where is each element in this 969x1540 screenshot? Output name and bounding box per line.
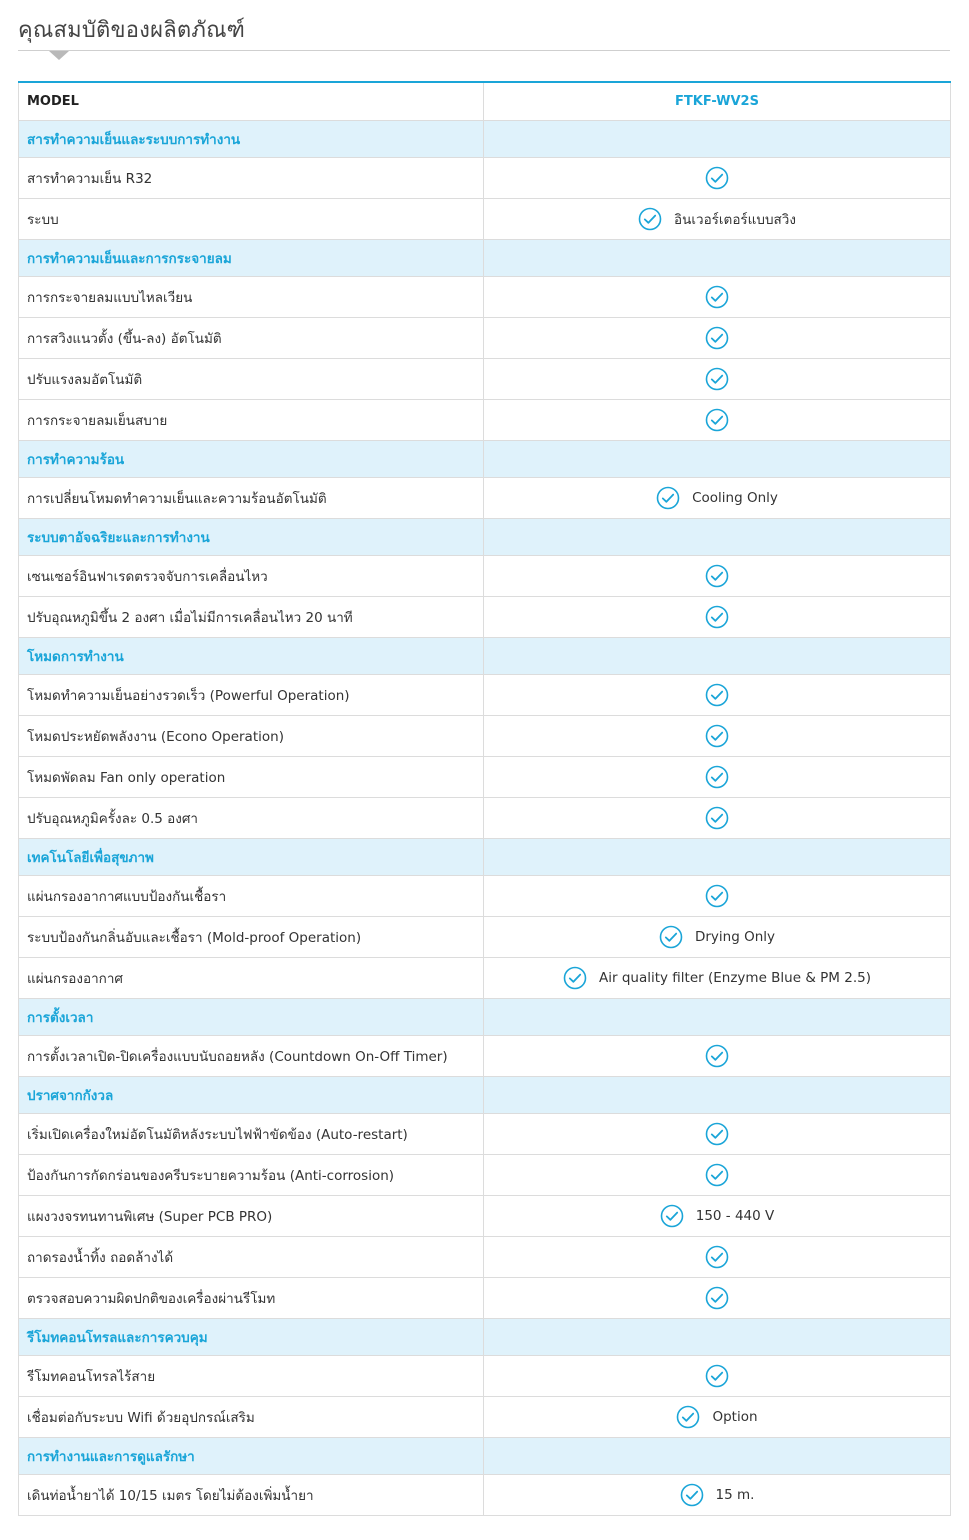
table-row <box>19 958 951 999</box>
check-circle-icon <box>705 367 729 391</box>
check-circle-icon <box>680 1483 704 1507</box>
feature-label: ระบบป้องกันกลิ่นอับและเชื้อรา (Mold-proof Operation) <box>19 917 484 958</box>
feature-label: การกระจายลมเย็นสบาย <box>19 400 484 441</box>
feature-value-cell <box>484 876 951 917</box>
feature-label: การเปลี่ยนโหมดทำความเย็นและความร้อนอัตโนมัติ <box>19 478 484 519</box>
table-row <box>19 917 951 958</box>
check-circle-icon <box>705 724 729 748</box>
feature-value-cell <box>484 1114 951 1155</box>
feature-value-cell <box>484 199 951 240</box>
table-row <box>19 277 951 318</box>
feature-label: การสวิงแนวตั้ง (ขึ้น-ลง) อัตโนมัติ <box>19 318 484 359</box>
feature-value-cell <box>484 478 951 519</box>
section-title: เทคโนโลยีเพื่อสุขภาพ <box>19 839 484 876</box>
feature-value-cell <box>484 798 951 839</box>
feature-label: โหมดประหยัดพลังงาน (Econo Operation) <box>19 716 484 757</box>
table-row <box>19 1114 951 1155</box>
feature-label: เชื่อมต่อกับระบบ Wifi ด้วยอุปกรณ์เสริม <box>19 1397 484 1438</box>
table-row <box>19 400 951 441</box>
feature-label: ป้องกันการกัดกร่อนของครีบระบายความร้อน (Anti-corrosion) <box>19 1155 484 1196</box>
table-row <box>19 478 951 519</box>
check-circle-icon <box>659 925 683 949</box>
check-circle-icon <box>705 285 729 309</box>
feature-value: Cooling Only <box>692 490 778 506</box>
section-header-row <box>19 839 951 876</box>
feature-value-cell <box>484 1278 951 1319</box>
check-circle-icon <box>705 1163 729 1187</box>
table-row <box>19 1397 951 1438</box>
section-title: การตั้งเวลา <box>19 999 484 1036</box>
feature-value-cell <box>484 597 951 638</box>
model-name: FTKF-WV2S <box>484 82 951 121</box>
table-row <box>19 1155 951 1196</box>
section-header-row <box>19 121 951 158</box>
table-row <box>19 1475 951 1516</box>
check-circle-icon <box>705 806 729 830</box>
feature-value-cell <box>484 1397 951 1438</box>
feature-label: โหมดทำความเย็นอย่างรวดเร็ว (Powerful Operation) <box>19 675 484 716</box>
section-title: สารทำความเย็นและระบบการทำงาน <box>19 121 484 158</box>
feature-value-cell <box>484 556 951 597</box>
check-circle-icon <box>705 765 729 789</box>
table-row <box>19 597 951 638</box>
feature-label: แผ่นกรองอากาศ <box>19 958 484 999</box>
title-divider <box>18 50 950 51</box>
table-row <box>19 675 951 716</box>
check-circle-icon <box>705 166 729 190</box>
section-spacer <box>484 1319 951 1356</box>
feature-value-cell <box>484 917 951 958</box>
feature-value-cell <box>484 318 951 359</box>
feature-label: รีโมทคอนโทรลไร้สาย <box>19 1356 484 1397</box>
feature-value-cell <box>484 1155 951 1196</box>
table-row <box>19 359 951 400</box>
table-row <box>19 1278 951 1319</box>
feature-label: ถาดรองน้ำทิ้ง ถอดล้างได้ <box>19 1237 484 1278</box>
check-circle-icon <box>705 1364 729 1388</box>
feature-value-cell <box>484 359 951 400</box>
feature-value: Air quality filter (Enzyme Blue & PM 2.5) <box>599 970 871 986</box>
feature-value-cell <box>484 1475 951 1516</box>
check-circle-icon <box>705 326 729 350</box>
table-row <box>19 1036 951 1077</box>
feature-label: ตรวจสอบความผิดปกติของเครื่องผ่านรีโมท <box>19 1278 484 1319</box>
feature-label: แผ่นกรองอากาศแบบป้องกันเชื้อรา <box>19 876 484 917</box>
section-header-row <box>19 999 951 1036</box>
section-spacer <box>484 441 951 478</box>
table-row <box>19 318 951 359</box>
feature-value-cell <box>484 400 951 441</box>
check-circle-icon <box>705 884 729 908</box>
section-spacer <box>484 1077 951 1114</box>
feature-label: สารทำความเย็น R32 <box>19 158 484 199</box>
section-header-row <box>19 1319 951 1356</box>
feature-label: ปรับอุณหภูมิครั้งละ 0.5 องศา <box>19 798 484 839</box>
check-circle-icon <box>563 966 587 990</box>
feature-label: เริ่มเปิดเครื่องใหม่อัตโนมัติหลังระบบไฟฟ้าขัดข้อง (Auto-restart) <box>19 1114 484 1155</box>
section-title: โหมดการทำงาน <box>19 638 484 675</box>
feature-label: เดินท่อน้ำยาได้ 10/15 เมตร โดยไม่ต้องเพิ่มน้ำยา <box>19 1475 484 1516</box>
check-circle-icon <box>705 605 729 629</box>
table-row <box>19 1356 951 1397</box>
check-circle-icon <box>660 1204 684 1228</box>
table-row <box>19 556 951 597</box>
table-row <box>19 798 951 839</box>
section-spacer <box>484 839 951 876</box>
section-title: รีโมทคอนโทรลและการควบคุม <box>19 1319 484 1356</box>
section-spacer <box>484 121 951 158</box>
check-circle-icon <box>705 1122 729 1146</box>
feature-value-cell <box>484 757 951 798</box>
section-spacer <box>484 638 951 675</box>
page-title: คุณสมบัติของผลิตภัณฑ์ <box>18 18 246 43</box>
feature-label: โหมดพัดลม Fan only operation <box>19 757 484 798</box>
feature-value-cell <box>484 1356 951 1397</box>
check-circle-icon <box>705 564 729 588</box>
feature-value-cell <box>484 716 951 757</box>
section-title: ปราศจากกังวล <box>19 1077 484 1114</box>
feature-label: การกระจายลมแบบไหลเวียน <box>19 277 484 318</box>
section-spacer <box>484 519 951 556</box>
feature-label: แผงวงจรทนทานพิเศษ (Super PCB PRO) <box>19 1196 484 1237</box>
feature-value: อินเวอร์เตอร์แบบสวิง <box>674 212 796 228</box>
feature-label: การตั้งเวลาเปิด-ปิดเครื่องแบบนับถอยหลัง (Countdown On-Off Timer) <box>19 1036 484 1077</box>
check-circle-icon <box>705 1286 729 1310</box>
feature-label: ระบบ <box>19 199 484 240</box>
check-circle-icon <box>656 486 680 510</box>
feature-label: เซนเซอร์อินฟาเรดตรวจจับการเคลื่อนไหว <box>19 556 484 597</box>
check-circle-icon <box>705 408 729 432</box>
check-circle-icon <box>705 1044 729 1068</box>
table-row <box>19 876 951 917</box>
table-row <box>19 1196 951 1237</box>
check-circle-icon <box>705 683 729 707</box>
feature-label: ปรับอุณหภูมิขึ้น 2 องศา เมื่อไม่มีการเคลื่อนไหว 20 นาที <box>19 597 484 638</box>
section-title: การทำความร้อน <box>19 441 484 478</box>
section-spacer <box>484 999 951 1036</box>
table-row <box>19 757 951 798</box>
table-row <box>19 199 951 240</box>
section-header-row <box>19 441 951 478</box>
feature-value: Option <box>712 1409 758 1425</box>
model-header-label: MODEL <box>19 82 484 121</box>
feature-value-cell <box>484 158 951 199</box>
feature-value-cell <box>484 277 951 318</box>
feature-value-cell <box>484 1196 951 1237</box>
section-header-row <box>19 1077 951 1114</box>
section-title: การทำงานและการดูแลรักษา <box>19 1438 484 1475</box>
section-header-row <box>19 638 951 675</box>
feature-value-cell <box>484 958 951 999</box>
check-circle-icon <box>705 1245 729 1269</box>
title-caret-icon <box>49 51 69 60</box>
table-row <box>19 1237 951 1278</box>
table-header-row <box>19 82 951 121</box>
feature-label: ปรับแรงลมอัตโนมัติ <box>19 359 484 400</box>
section-spacer <box>484 240 951 277</box>
feature-value: 15 m. <box>715 1487 755 1503</box>
section-header-row <box>19 1438 951 1475</box>
section-spacer <box>484 1438 951 1475</box>
section-header-row <box>19 519 951 556</box>
section-title: การทำความเย็นและการกระจายลม <box>19 240 484 277</box>
feature-value-cell <box>484 1036 951 1077</box>
feature-value-cell <box>484 1237 951 1278</box>
feature-value: 150 - 440 V <box>695 1208 775 1224</box>
check-circle-icon <box>638 207 662 231</box>
feature-value: Drying Only <box>694 929 776 945</box>
check-circle-icon <box>676 1405 700 1429</box>
spec-table <box>18 81 951 1516</box>
table-row <box>19 716 951 757</box>
table-row <box>19 158 951 199</box>
feature-value-cell <box>484 675 951 716</box>
section-header-row <box>19 240 951 277</box>
section-title: ระบบตาอัจฉริยะและการทำงาน <box>19 519 484 556</box>
